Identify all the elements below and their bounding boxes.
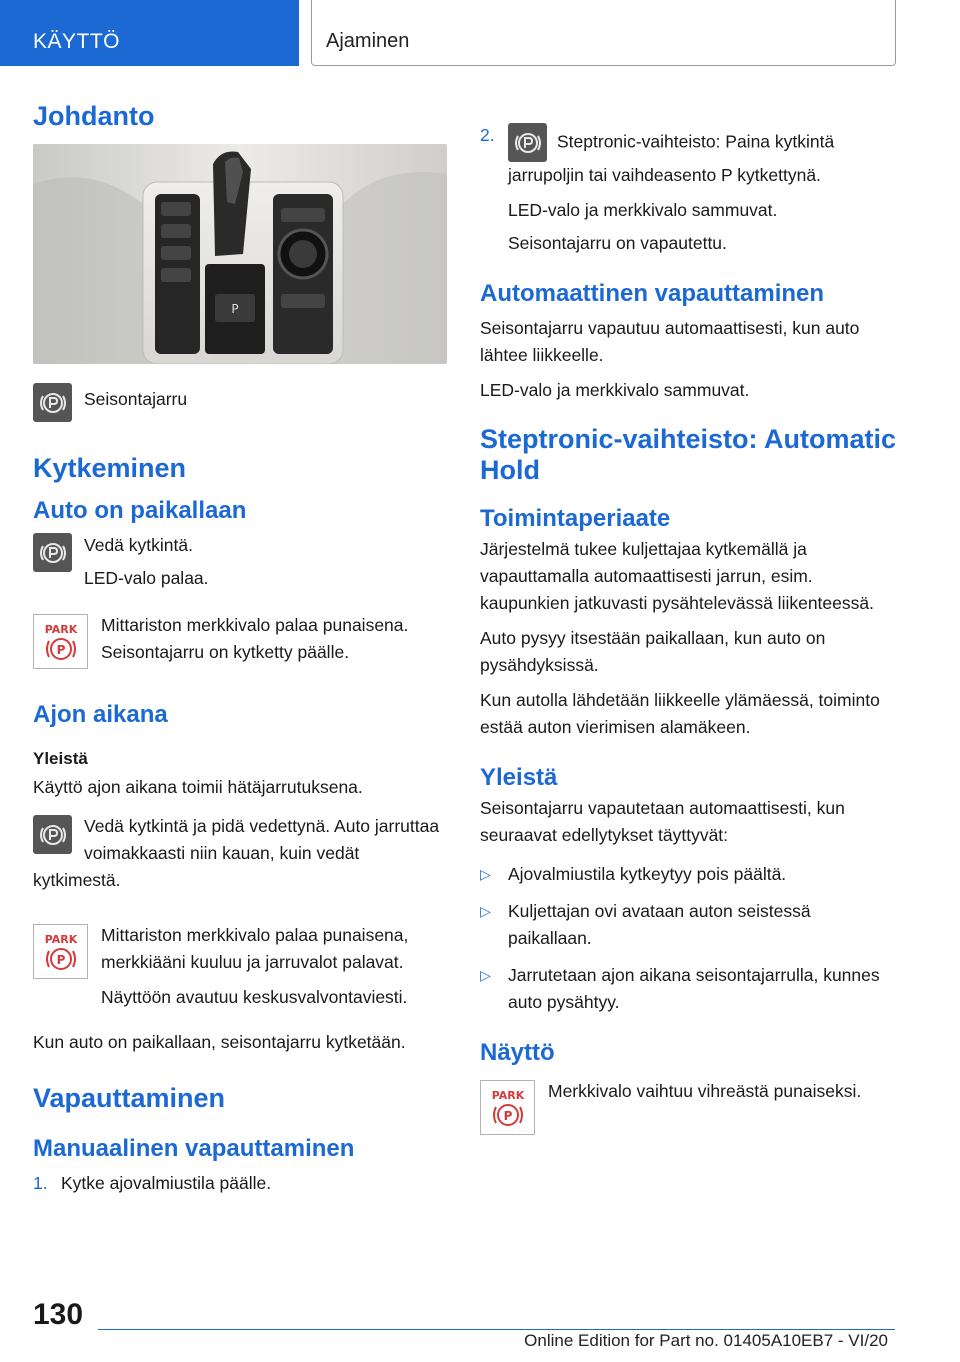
parking-brake-icon bbox=[33, 383, 72, 422]
display-row bbox=[480, 1078, 898, 1135]
step-2 bbox=[480, 122, 898, 189]
driving-pull-text: Vedä kytkintä ja pidä vedettynä. Auto jarruttaa voimakkaasti niin kauan, kuin vedät kytkimestä. bbox=[33, 816, 440, 890]
page-number: 130 bbox=[33, 1298, 84, 1331]
automatic-hold-heading: Steptronic-vaihteisto: Automatic Hold bbox=[480, 424, 897, 485]
condition-text: Kuljettajan ovi avataan auton seistessä paikallaan. bbox=[508, 901, 811, 948]
step2-line: Seisontajarru on vapautettu. bbox=[508, 233, 727, 253]
display-heading: Näyttö bbox=[480, 1039, 555, 1066]
left-column bbox=[33, 100, 451, 1205]
condition-text: Ajovalmiustila kytkeytyy pois päältä. bbox=[508, 864, 787, 884]
general-heading: Yleistä bbox=[480, 764, 558, 791]
release-heading: Vapauttaminen bbox=[33, 1083, 226, 1113]
general-conditions-text: Seisontajarru vapautetaan automaattisesti, kun seuraavat edellytykset täyttyvät: bbox=[480, 798, 845, 845]
principle-text: Kun autolla lähdetään liikkeelle ylämäessä, toiminto estää auton vierimisen alamäkeen. bbox=[480, 690, 880, 737]
condition-item bbox=[480, 861, 898, 888]
stationary-park-text: Mittariston merkkivalo palaa punaisena. Seisontajarru on kytketty päälle. bbox=[101, 615, 409, 662]
driving-park-line: Mittariston merkkivalo palaa punaisena, merkkiääni kuuluu ja jarruvalot palavat. bbox=[101, 925, 409, 972]
bullet-marker: ▷ bbox=[480, 866, 491, 882]
step2-line: LED-valo ja merkkivalo sammuvat. bbox=[508, 200, 778, 220]
console-brake-p: P bbox=[231, 302, 239, 316]
auto-release-led: LED-valo ja merkkivalo sammuvat. bbox=[480, 380, 750, 400]
engage-heading: Kytkeminen bbox=[33, 453, 187, 483]
driving-park-line: Näyttöön avautuu keskusvalvontaviesti. bbox=[101, 987, 408, 1007]
stationary-heading: Auto on paikallaan bbox=[33, 497, 247, 524]
step-text: Kytke ajovalmiustila päälle. bbox=[61, 1173, 272, 1193]
driving-pull-block bbox=[33, 813, 451, 902]
stationary-line: Vedä kytkintä. bbox=[84, 535, 193, 555]
bullet-marker: ▷ bbox=[480, 967, 491, 983]
principle-text: Järjestelmä tukee kuljettajaa kytkemällä ja vapauttamalla automaattisesti jarrun, esim. kaupunkien jatkuvasti pysähtelevässä liikenteessä. bbox=[480, 539, 874, 613]
stationary-pull-row bbox=[33, 532, 451, 600]
parking-brake-icon bbox=[33, 815, 72, 854]
step-text: Steptronic-vaihteisto: Paina kytkintä jarrupoljin tai vaihdeasento P kytkettynä. bbox=[508, 131, 835, 185]
auto-release-text: Seisontajarru vapautuu automaattisesti, kun auto lähtee liikkeelle. bbox=[480, 318, 860, 365]
photo-caption-row bbox=[33, 382, 451, 422]
auto-release-heading: Automaattinen vapauttaminen bbox=[480, 280, 825, 307]
park-icon-letter: P bbox=[56, 642, 65, 657]
park-icon-letter: P bbox=[56, 952, 65, 967]
condition-item bbox=[480, 898, 898, 952]
footer-divider bbox=[98, 1329, 895, 1330]
header-section-label: KÄYTTÖ bbox=[33, 30, 121, 53]
general-subheading: Yleistä bbox=[33, 749, 88, 768]
park-warning-icon bbox=[480, 1080, 535, 1135]
footer-edition: Online Edition for Part no. 01405A10EB7 - VI/20 bbox=[524, 1331, 888, 1350]
principle-heading: Toimintaperiaate bbox=[480, 505, 671, 532]
park-icon-label: PARK bbox=[44, 932, 77, 946]
console-photo-svg bbox=[33, 144, 447, 364]
parking-brake-icon bbox=[33, 533, 72, 572]
principle-text: Auto pysyy itsestään paikallaan, kun auto on pysähdyksissä. bbox=[480, 628, 826, 675]
driving-park-row bbox=[33, 922, 451, 1019]
intro-heading: Johdanto bbox=[33, 101, 155, 131]
photo-caption: Seisontajarru bbox=[84, 389, 188, 409]
right-column bbox=[480, 122, 898, 1145]
stationary-park-row bbox=[33, 612, 451, 674]
display-text: Merkkivalo vaihtuu vihreästä punaiseksi. bbox=[548, 1081, 862, 1101]
step-1 bbox=[33, 1170, 451, 1197]
stationary-line: LED-valo palaa. bbox=[84, 568, 209, 588]
park-icon-label: PARK bbox=[491, 1088, 524, 1102]
header-chapter-label: Ajaminen bbox=[326, 30, 410, 52]
step-number: 2. bbox=[480, 125, 495, 145]
driving-heading: Ajon aikana bbox=[33, 701, 168, 728]
bullet-marker: ▷ bbox=[480, 903, 491, 919]
park-icon-letter: P bbox=[503, 1108, 512, 1123]
manual-release-heading: Manuaalinen vapauttaminen bbox=[33, 1135, 355, 1162]
general-text: Käyttö ajon aikana toimii hätäjarrutuksena. bbox=[33, 777, 363, 797]
park-warning-icon bbox=[33, 614, 88, 669]
step-number: 1. bbox=[33, 1173, 48, 1193]
driving-after-text: Kun auto on paikallaan, seisontajarru kytketään. bbox=[33, 1032, 406, 1052]
parking-brake-icon bbox=[508, 123, 547, 162]
condition-text: Jarrutetaan ajon aikana seisontajarrulla, kunnes auto pysähtyy. bbox=[508, 965, 880, 1012]
park-warning-icon bbox=[33, 924, 88, 979]
header-chapter-box bbox=[311, 0, 896, 66]
header-section-tab bbox=[0, 0, 299, 66]
parking-brake-photo bbox=[33, 144, 447, 364]
condition-item bbox=[480, 962, 898, 1016]
park-icon-label: PARK bbox=[44, 622, 77, 636]
